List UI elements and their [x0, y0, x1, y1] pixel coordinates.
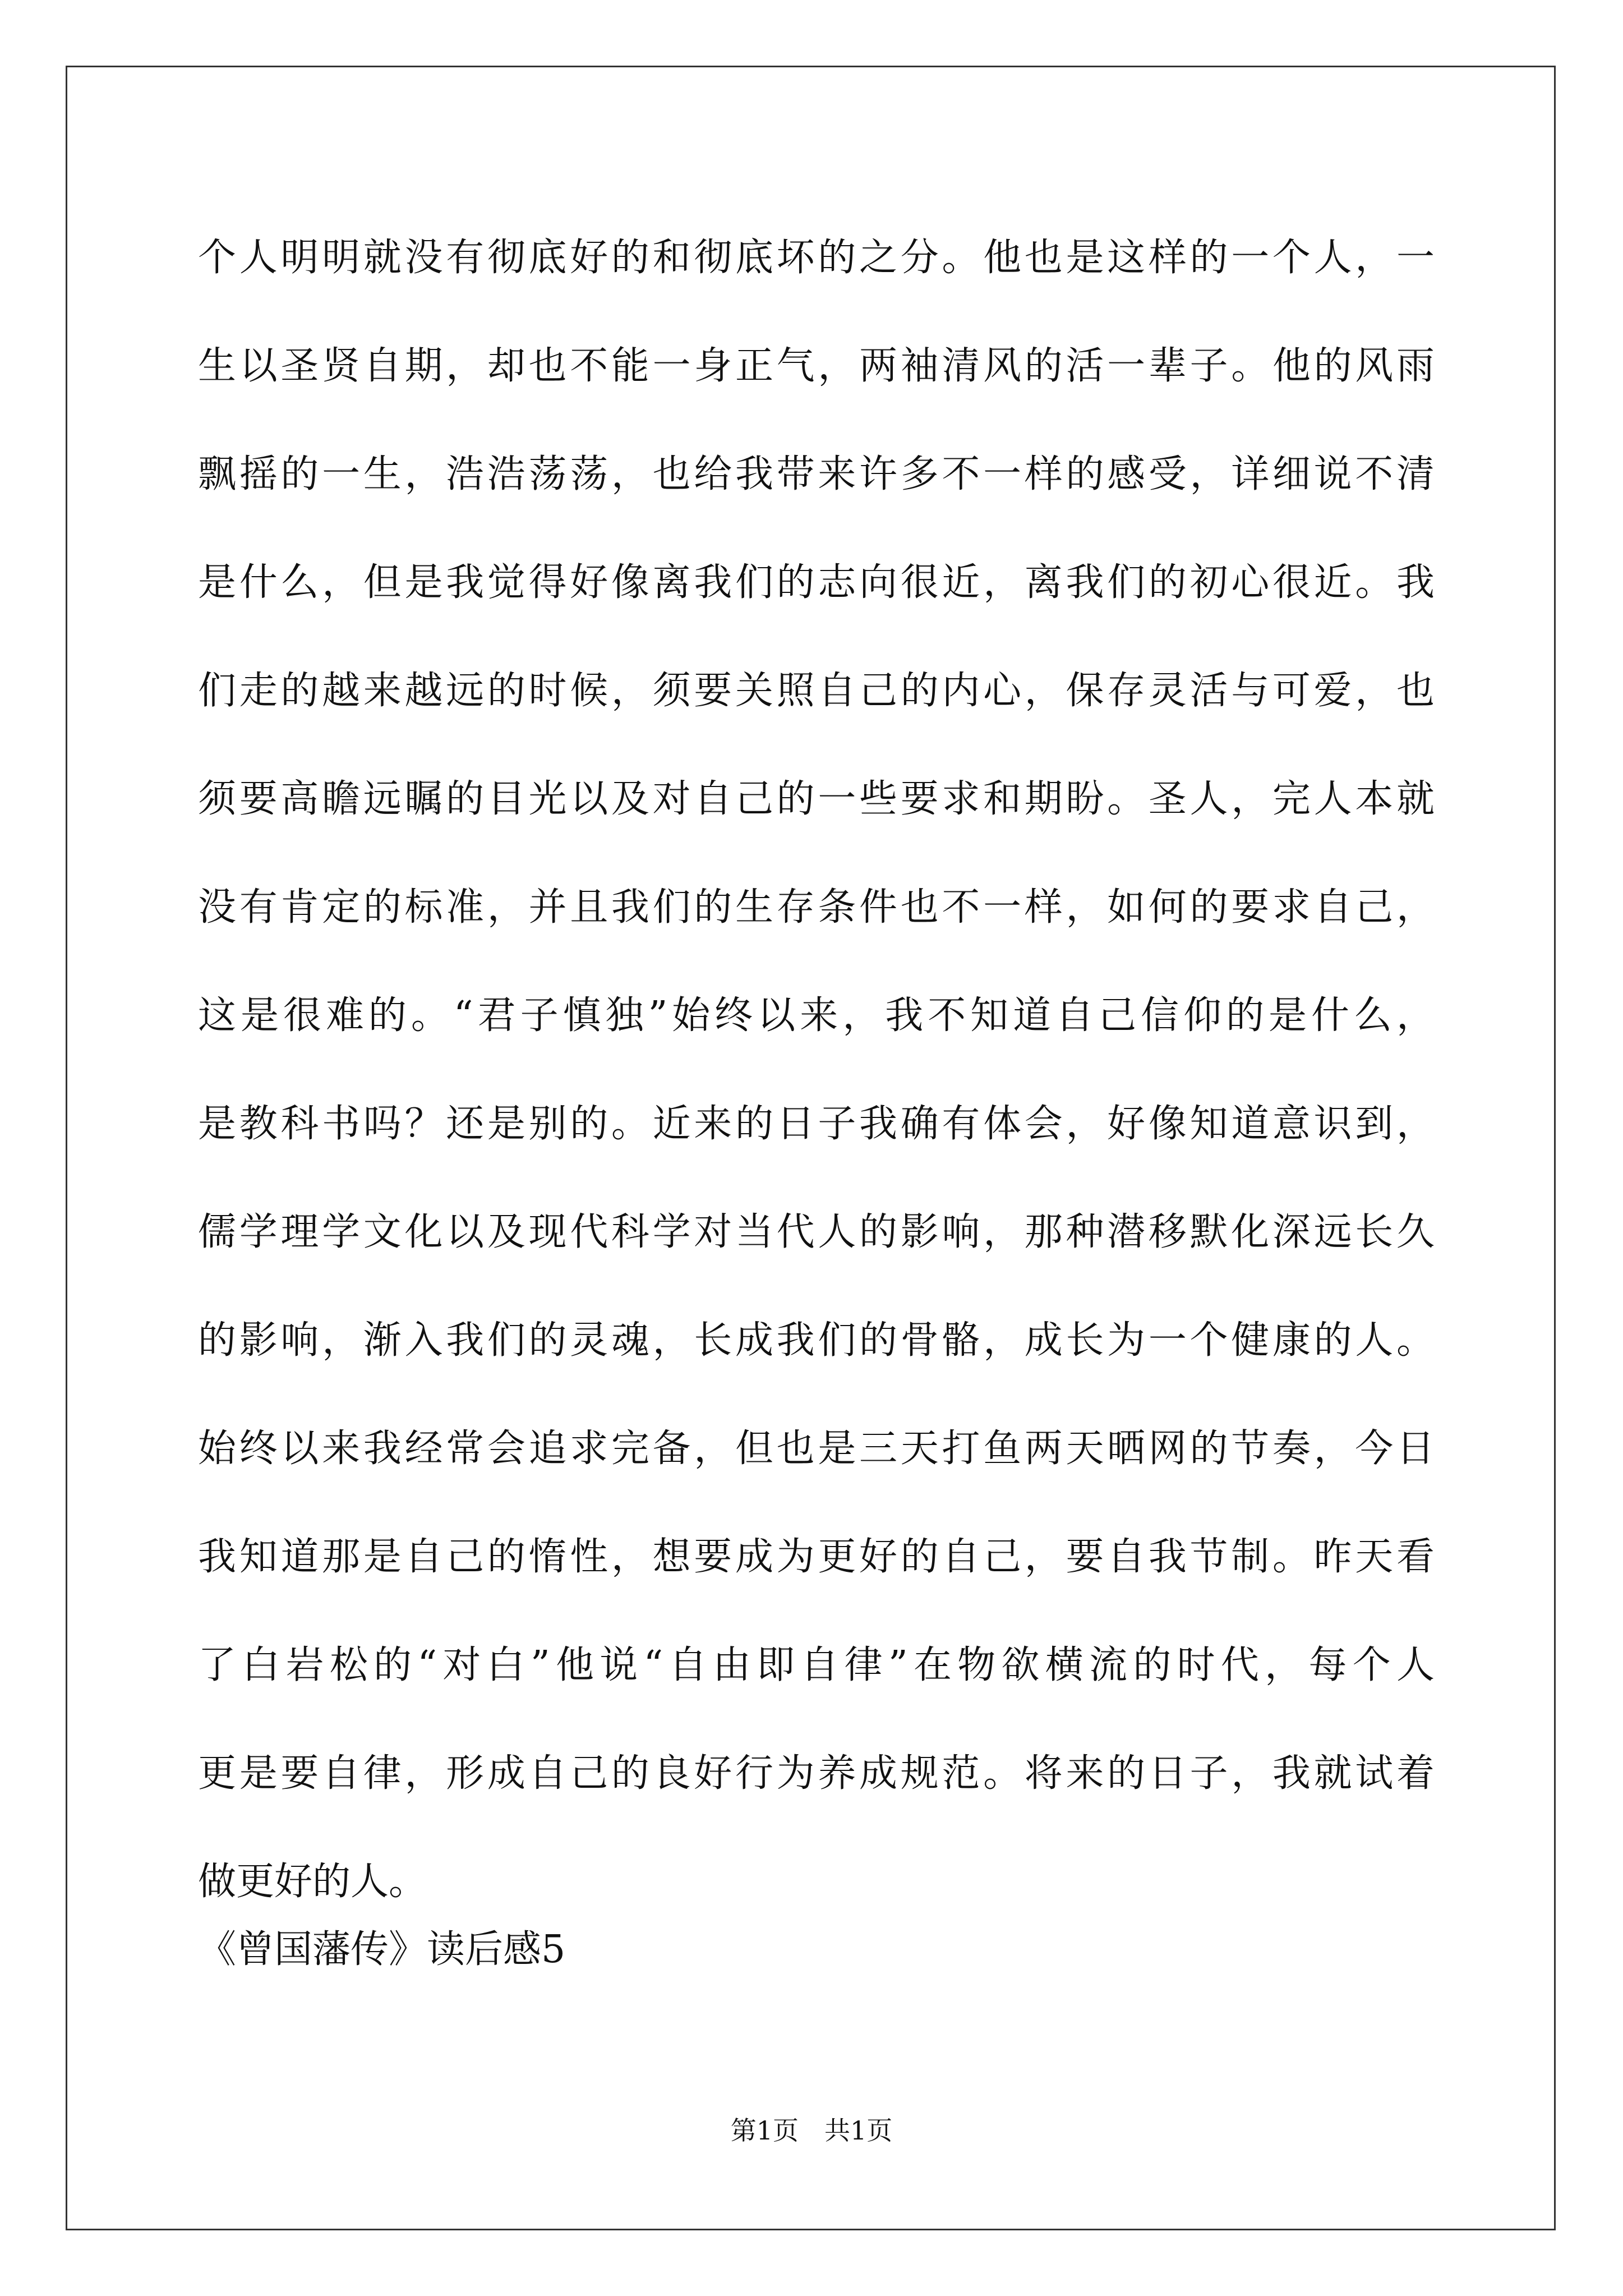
text-line: 了白岩松的“对白”他说“自由即自律”在物欲横流的时代，每个人 — [198, 1643, 1435, 1687]
text-line: 们走的越来越远的时候，须要关照自己的内心，保存灵活与可爱，也 — [198, 669, 1435, 713]
text-line: 须要高瞻远瞩的目光以及对自己的一些要求和期盼。圣人，完人本就 — [198, 777, 1435, 821]
text-line: 更是要自律，形成自己的良好行为养成规范。将来的日子，我就试着 — [198, 1751, 1435, 1796]
text-line: 的影响，渐入我们的灵魂，长成我们的骨骼，成长为一个健康的人。 — [198, 1318, 1435, 1363]
text-line: 做更好的人。 — [198, 1860, 427, 1904]
page-footer: 第1页 共1页 — [730, 2115, 893, 2146]
text-line: 个人明明就没有彻底好的和彻底坏的之分。他也是这样的一个人，一 — [198, 236, 1435, 280]
text-line: 生以圣贤自期，却也不能一身正气，两袖清风的活一辈子。他的风雨 — [198, 344, 1435, 388]
text-line: 这是很难的。“君子慎独”始终以来，我不知道自己信仰的是什么， — [198, 993, 1435, 1038]
text-line: 是什么，但是我觉得好像离我们的志向很近，离我们的初心很近。我 — [198, 560, 1435, 605]
text-line: 始终以来我经常会追求完备，但也是三天打鱼两天晒网的节奏，今日 — [198, 1427, 1435, 1471]
body-text — [198, 204, 1435, 1936]
text-line: 儒学理学文化以及现代科学对当代人的影响，那种潜移默化深远长久 — [198, 1210, 1435, 1254]
section-heading: 《曾国藩传》读后感5 — [198, 1927, 566, 1972]
text-line: 是教科书吗？还是别的。近来的日子我确有体会，好像知道意识到， — [198, 1102, 1435, 1146]
text-line: 我知道那是自己的惰性，想要成为更好的自己，要自我节制。昨天看 — [198, 1535, 1435, 1579]
text-line: 没有肯定的标准，并且我们的生存条件也不一样，如何的要求自己， — [198, 885, 1435, 930]
text-line: 飘摇的一生，浩浩荡荡，也给我带来许多不一样的感受，详细说不清 — [198, 452, 1435, 496]
